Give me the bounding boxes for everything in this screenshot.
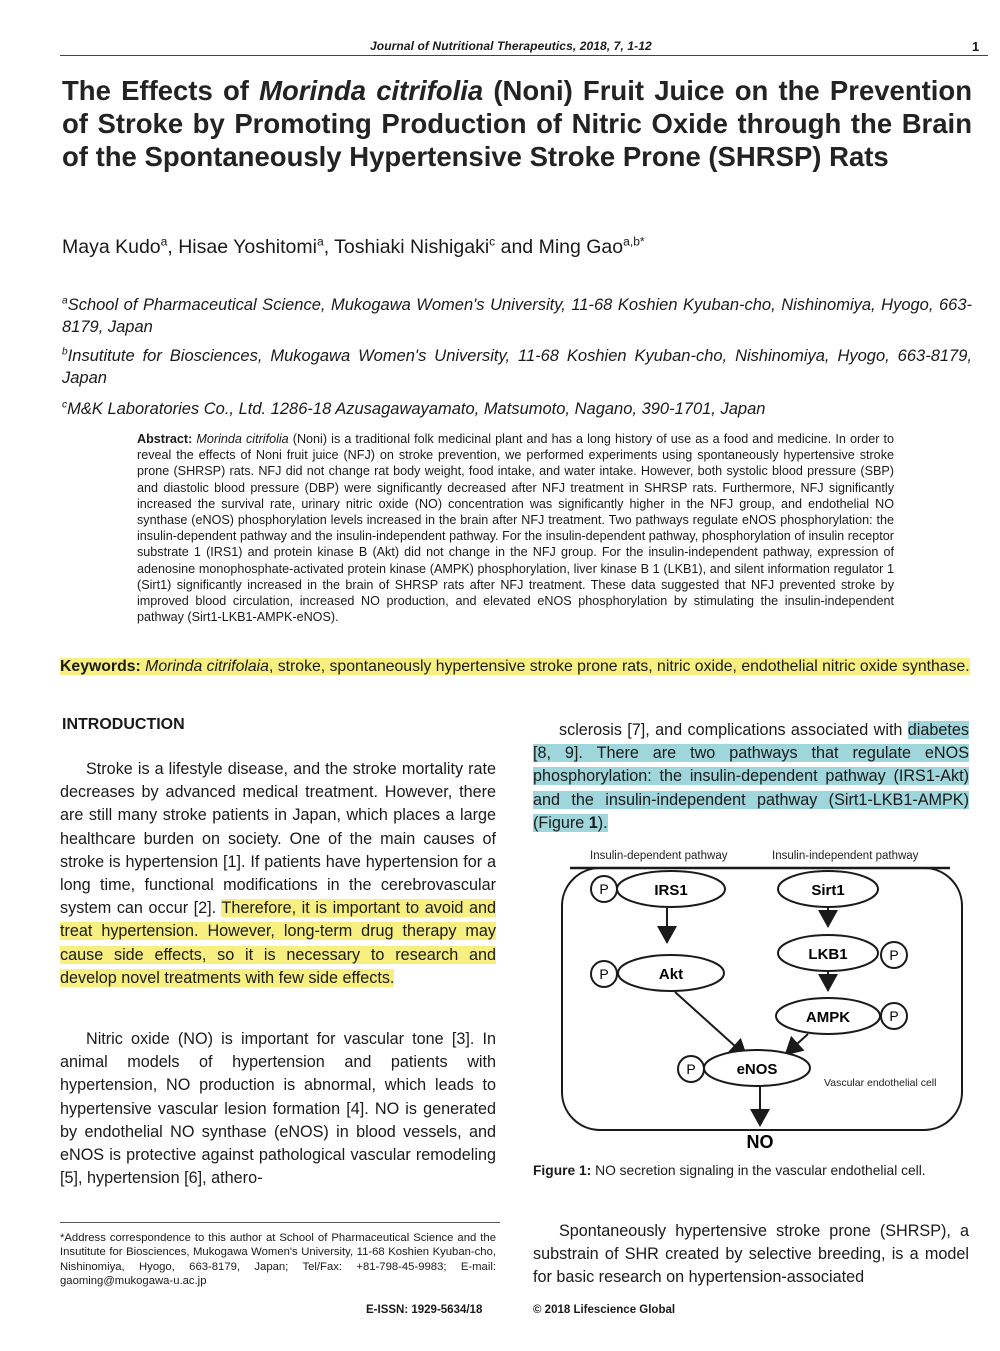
author-list	[62, 236, 645, 259]
figure-1	[540, 842, 970, 1159]
correspondence-footnote: *Address correspondence to this author at School of Pharmaceutical Science and the Insutitute for Biosciences, Mukogawa Women's University, 11-68 Koshien Kyuban-cho, Nishinomiya, Hyogo, 663-8179, Japan; Tel/Fax: +81-798-45-9983; E-mail: gaoming@mukogawa-u.ac.jp	[60, 1232, 496, 1288]
phospho-label: P	[599, 966, 609, 982]
affiliation-c	[62, 398, 972, 420]
affiliation-text: M&K Laboratories Co., Ltd. 1286-18 Azusagawayamato, Matsumoto, Nagano, 390-1701, Japan	[67, 400, 766, 418]
irs1-label: IRS1	[654, 882, 688, 899]
paragraph-text: sclerosis [7], and complications associated with	[559, 721, 908, 739]
keywords-label: Keywords:	[60, 658, 141, 675]
arrow-ampk-enos	[786, 1034, 808, 1054]
sirt1-label: Sirt1	[811, 882, 845, 899]
affiliation-b	[62, 345, 972, 389]
author-name: Maya Kudo	[62, 236, 161, 258]
phospho-label: P	[889, 947, 899, 963]
eissn: E-ISSN: 1929-5634/18	[366, 1304, 483, 1316]
paper-title	[62, 74, 972, 173]
enos-label: eNOS	[736, 1061, 778, 1078]
abstract-label: Abstract:	[137, 432, 193, 446]
author-sep: ,	[167, 236, 179, 258]
title-part-2: (Noni) Fruit Juice on the Prevention of Stroke by Promoting Production of Nitric Oxide through the Brain of the Spontaneously Hypertensive Stroke Prone (SHRSP) Rats	[62, 75, 973, 172]
author-name: Ming Gao	[538, 236, 624, 258]
author-sep: ,	[323, 236, 335, 258]
author-name: Toshiaki Nishigaki	[334, 236, 490, 258]
figure-reference: 1	[588, 813, 598, 832]
affiliation-a	[62, 294, 972, 338]
affiliation-text: Insutitute for Biosciences, Mukogawa Women's University, 11-68 Koshien Kyuban-cho, Nishinomiya, Hyogo, 663-8179, Japan	[62, 347, 972, 387]
phospho-label: P	[889, 1008, 899, 1024]
intro-paragraph-2: Nitric oxide (NO) is important for vascular tone [3]. In animal models of hypertension and patients with hypertension, NO production is abnormal, which leads to hypertensive vascular lesion formation [4]. NO is generated by endothelial NO synthase (eNOS) in blood vessels, and eNOS is protective against pathological vascular remodeling [5], hypertension [6], athero-	[60, 1030, 496, 1188]
intro-paragraph-1	[60, 758, 496, 990]
lkb1-label: LKB1	[808, 946, 848, 963]
journal-header: Journal of Nutritional Therapeutics, 2018, 7, 1-12	[370, 39, 652, 53]
cell-outline	[562, 868, 962, 1130]
title-species: Morinda citrifolia	[259, 75, 484, 106]
phospho-label: P	[686, 1061, 696, 1077]
author-name: Hisae Yoshitomi	[178, 236, 317, 258]
keywords-species: Morinda citrifolaia	[145, 658, 269, 675]
affiliation-mark: b	[62, 346, 68, 358]
no-label: NO	[746, 1132, 774, 1152]
caption-text: NO secretion signaling in the vascular endothelial cell.	[591, 1163, 926, 1178]
footnote-rule	[60, 1222, 500, 1223]
affiliation-mark: a	[62, 295, 68, 307]
insulin-dependent-label: Insulin-dependent pathway	[590, 850, 728, 862]
ampk-label: AMPK	[805, 1009, 851, 1026]
arrow-akt-enos	[675, 992, 746, 1056]
figure-caption	[533, 1162, 973, 1179]
section-heading-introduction: INTRODUCTION	[62, 716, 185, 733]
caption-label: Figure 1:	[533, 1163, 592, 1178]
title-part-1: The Effects of	[62, 75, 260, 106]
akt-label: Akt	[658, 966, 684, 983]
intro-paragraph-continued	[533, 719, 969, 835]
page-number: 1	[972, 39, 980, 54]
insulin-independent-label: Insulin-independent pathway	[772, 850, 919, 862]
author-mark: a,b*	[623, 234, 645, 249]
highlighted-text: diabetes [8, 9]. There are two pathways that regulate eNOS phosphorylation: the insulin-dependent pathway (IRS1-Akt) and the insulin-independent pathway (Sirt1-LKB1-AMPK) (Figure	[533, 721, 969, 832]
keywords-text: , stroke, spontaneously hypertensive stroke prone rats, nitric oxide, endothelial nitric oxide synthase.	[268, 658, 970, 675]
abstract-species: Morinda citrifolia	[196, 432, 289, 446]
author-mark: a	[316, 234, 324, 249]
author-sep: and	[495, 236, 539, 258]
abstract	[137, 431, 894, 625]
intro-paragraph-shrsp: Spontaneously hypertensive stroke prone (SHRSP), a substrain of SHR created by selective breeding, is a model for basic research on hypertension-associated	[533, 1222, 969, 1287]
copyright: © 2018 Lifescience Global	[533, 1304, 676, 1316]
abstract-text: (Noni) is a traditional folk medicinal plant and has a long history of use as a food and medicine. In order to reveal the effects of Noni fruit juice (NFJ) on stroke prevention, we performed experiments using spontaneously hypertensive stroke prone (SHRSP) rats. NFJ did not change rat body weight, food intake, and water intake. However, both systolic blood pressure (SBP) and diastolic blood pressure (DBP) were significantly decreased after NFJ treatment in SHRSP rats. Furthermore, NFJ significantly increased the survival rate, urinary nitric oxide (NO) concentration was significantly higher in the NFJ group, and endothelial NO synthase (eNOS) phosphorylation levels increased in the brain after NFJ treatment. Two pathways regulate eNOS phosphorylation: the insulin-dependent pathway and the insulin-independent pathway. For the insulin-dependent pathway, phosphorylation of insulin receptor substrate 1 (IRS1) and protein kinase B (Akt) did not change in the NFJ group. For the insulin-independent pathway, expression of adenosine monophosphate-activated protein kinase (AMPK) phosphorylation, liver kinase B 1 (LKB1), and silent information regulator 1 (Sirt1) significantly increased in the brain of SHRSP rats after NFJ treatment. These data suggested that NFJ prevented stroke by improved blood circulation, increased NO production, and elevated eNOS phosphorylation by stimulating the insulin-independent pathway (Sirt1-LKB1-AMPK-eNOS).	[137, 432, 894, 625]
affiliation-mark: c	[62, 399, 68, 411]
keywords	[60, 655, 970, 678]
highlighted-text: ).	[597, 813, 608, 832]
paragraph-text: Stroke is a lifestyle disease, and the stroke mortality rate decreases by advanced medical treatment. However, there are still many stroke patients in Japan, which places a large healthcare burden on society. One of the main causes of stroke is hypertension [1]. If patients have hypertension for a long time, functional modifications in the cerebrovascular system can occur [2].	[60, 760, 496, 918]
affiliation-text: School of Pharmaceutical Science, Mukogawa Women's University, 11-68 Koshien Kyuban-cho, Nishinomiya, Hyogo, 663-8179, Japan	[62, 296, 972, 336]
header-rule	[60, 55, 988, 56]
phospho-label: P	[599, 881, 609, 897]
author-mark: a	[160, 234, 168, 249]
cell-label: Vascular endothelial cell	[824, 1077, 937, 1089]
author-mark: c	[489, 234, 496, 249]
highlighted-text: Therefore, it is important to avoid and treat hypertension. However, long-term drug therapy may cause side effects, so it is necessary to research and develop novel treatments with few side effects.	[60, 899, 496, 987]
signaling-diagram	[540, 842, 970, 1154]
